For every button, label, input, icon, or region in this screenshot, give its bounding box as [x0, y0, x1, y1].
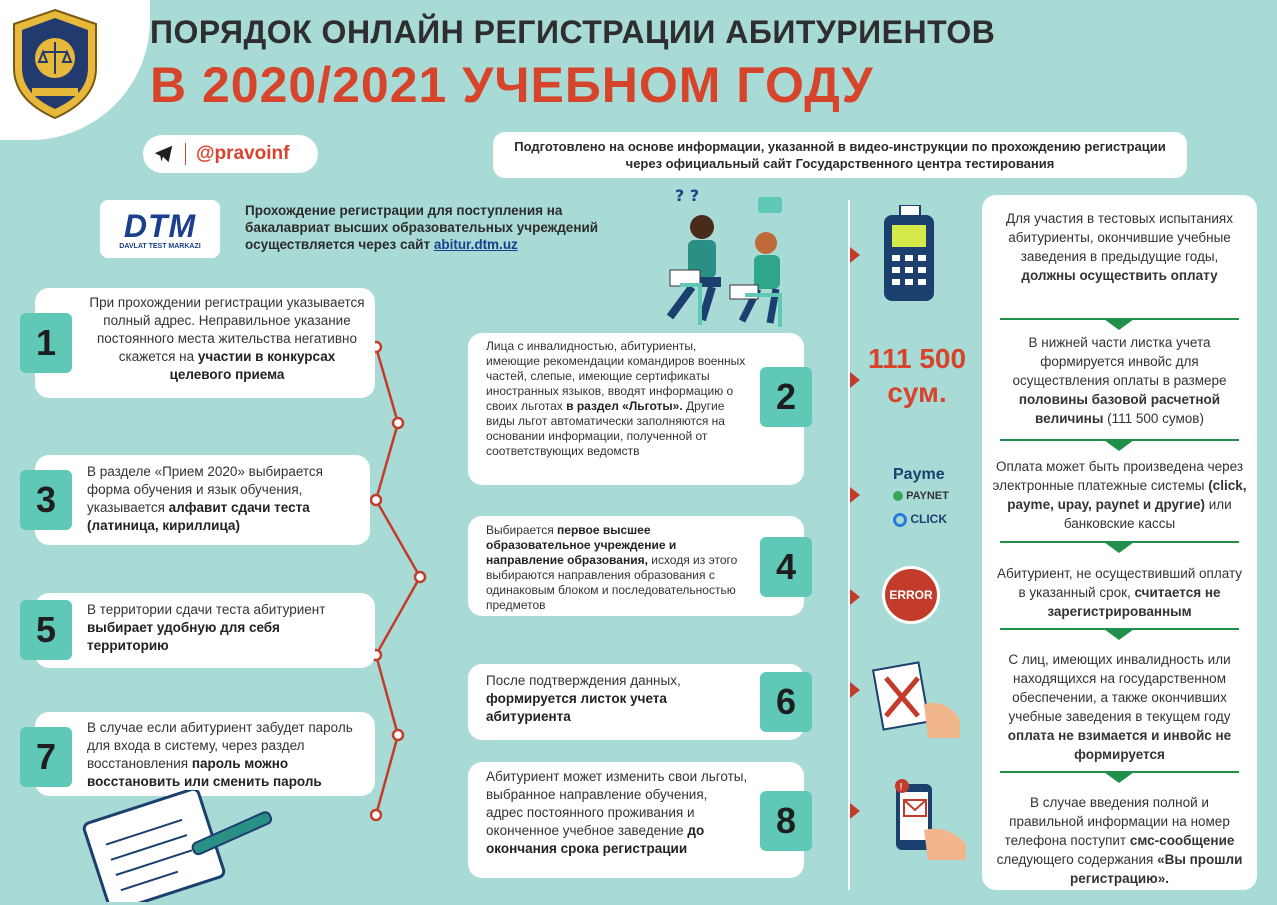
down-arrow-icon [1104, 629, 1134, 640]
step-card-3 [35, 455, 370, 545]
step-card-8 [468, 762, 804, 878]
payment-info-panel [982, 195, 1257, 890]
step-1-bold: участии в конкурсах целевого приема [169, 349, 336, 382]
step-7-bold: пароль можно восстановить или сменить пароль [87, 756, 322, 789]
step-4-bold: первое высшее образовательное учреждение и направление образования, [486, 523, 677, 567]
info-block-1 [992, 209, 1247, 285]
info-3-tail: или банковские кассы [1063, 497, 1232, 531]
info-5-bold: оплата не взимается и инвойс не формируется [1007, 728, 1232, 762]
info-6-tail: следующего содержания [996, 852, 1158, 867]
info-2-text: В нижней части листка учета формируется инвойс для осуществления оплаты в размере [1012, 335, 1227, 388]
step-number-2: 2 [760, 367, 812, 427]
svg-text:? ?: ? ? [675, 186, 700, 205]
source-note: Подготовлено на основе информации, указанной в видео-инструкции по прохождению регистрации через официальный сайт Государственного центра тестирования [493, 132, 1187, 178]
down-arrow-icon [1104, 772, 1134, 783]
step-number-6: 6 [760, 672, 812, 732]
info-5-text: С лиц, имеющих инвалидность или находящихся на государственном обеспечении, а также окончивших учебные заведения в текущем году [1008, 652, 1231, 724]
step-8-bold: до окончания срока регистрации [486, 823, 705, 856]
info-4-text: Абитуриент, не осуществивший оплату в указанный срок, [996, 566, 1243, 600]
step-card-5 [35, 593, 375, 668]
step-number-3: 3 [20, 470, 72, 530]
pointer-arrow-icon [850, 247, 860, 263]
step-5-bold: выбирает удобную для себя территорию [87, 620, 280, 653]
info-block-5 [992, 650, 1247, 764]
pointer-arrow-icon [850, 589, 860, 605]
info-1-bold: должны осуществить оплату [1021, 268, 1218, 283]
step-card-6 [468, 664, 804, 740]
step-number-5: 5 [20, 600, 72, 660]
dtm-site-link[interactable]: abitur.dtm.uz [433, 237, 518, 252]
step-number-7: 7 [20, 727, 72, 787]
pointer-arrow-icon [850, 682, 860, 698]
telegram-handle: @pravoinf [196, 143, 290, 164]
step-3-text: В разделе «Прием 2020» выбирается форма обучения и язык обучения, указывается [87, 464, 323, 515]
info-block-2 [992, 333, 1247, 428]
info-6-bold: смс-сообщение [1129, 833, 1235, 848]
step-7-text: В случае если абитуриент забудет пароль для входа в систему, через раздел восстановления [87, 720, 353, 771]
telegram-icon [153, 143, 175, 165]
info-3-text: Оплата может быть произведена через электронные платежные системы [992, 459, 1244, 493]
info-2-tail: (111 500 сумов) [1103, 411, 1204, 426]
dtm-intro-text: Прохождение регистрации для поступления на бакалавриат высших образовательных учреждений осуществляется через сайт [245, 203, 599, 252]
step-3-bold: алфавит сдачи теста (латиница, кириллица) [87, 500, 310, 533]
step-1-text: При прохождении регистрации указывается полный адрес. Неправильное указание постоянного места жительства негативно скажется на [89, 295, 365, 364]
down-arrow-icon [1104, 440, 1134, 451]
info-6-bold-2: «Вы прошли регистрацию». [1070, 852, 1243, 886]
click-circle-icon [893, 513, 907, 527]
step-2-text-tail: Другие виды льгот автоматически заполняются на основании информации, полученной от соответствующих ведомств [486, 399, 725, 458]
paynet-logo [893, 490, 949, 502]
column-divider [848, 200, 850, 890]
step-2-bold: в раздел «Льготы». [566, 399, 683, 413]
step-number-4: 4 [760, 537, 812, 597]
info-3-bold: (click, payme, upay, paynet и другие) [1007, 478, 1247, 512]
step-2-text: Лица с инвалидностью, абитуриенты, имеющие рекомендации командиров военных частей, слепые, имеющие сертификаты иностранных языков, вводят информацию о своих льготах [486, 339, 746, 413]
step-card-7 [35, 712, 375, 796]
pointer-arrow-icon [850, 487, 860, 503]
dtm-intro [245, 202, 625, 253]
paynet-dot-icon [893, 491, 903, 501]
price-currency: сум. [887, 377, 947, 408]
step-number-1: 1 [20, 313, 72, 373]
step-4-text: Выбирается [486, 523, 558, 537]
info-1-text: Для участия в тестовых испытаниях абитуриенты, окончившие учебные заведения в предыдущие годы, [1006, 211, 1233, 264]
click-logo [893, 512, 947, 527]
pointer-arrow-icon [850, 803, 860, 819]
info-block-4 [992, 564, 1247, 621]
pointer-arrow-icon [850, 372, 860, 388]
step-8-text: Абитуриент может изменить свои льготы, выбранное направление обучения, адрес постоянного проживания и оконченное учебное заведение [486, 769, 748, 838]
price-amount: 111 500 [867, 343, 967, 374]
info-block-3 [992, 457, 1247, 533]
dtm-logo [100, 200, 220, 258]
phone-message-icon [878, 770, 968, 860]
page-title-line1: ПОРЯДОК ОНЛАЙН РЕГИСТРАЦИИ АБИТУРИЕНТОВ [150, 14, 996, 50]
cancelled-invoice-icon [872, 660, 962, 740]
payme-logo: Payme [893, 466, 945, 483]
clipboard-pen-illustration [80, 790, 280, 902]
info-block-6 [992, 793, 1247, 888]
payment-terminal-icon [878, 205, 940, 305]
ministry-emblem-icon [10, 8, 100, 120]
students-illustration [630, 185, 810, 335]
down-arrow-icon [1104, 319, 1134, 330]
divider [185, 143, 186, 165]
down-arrow-icon [1104, 542, 1134, 553]
info-2-bold: половины базовой расчетной величины [1018, 392, 1221, 426]
step-5-text: В территории сдачи теста абитуриент [87, 602, 326, 617]
step-card-2 [468, 333, 804, 485]
info-4-bold: считается не зарегистрированным [1047, 585, 1221, 619]
error-badge [882, 566, 940, 624]
click-logo-text: CLICK [910, 512, 948, 526]
step-6-bold: формируется листок учета абитуриента [486, 691, 667, 724]
step-number-8: 8 [760, 791, 812, 851]
page-title-line2: В 2020/2021 УЧЕБНОМ ГОДУ [150, 57, 874, 113]
paynet-logo-text: PAYNET [906, 490, 949, 502]
step-card-1 [35, 288, 375, 398]
telegram-handle-badge[interactable] [143, 135, 318, 173]
info-6-text: В случае введения полной и правильной информации на номер телефона поступит [1004, 795, 1230, 848]
error-label: ERROR [889, 588, 933, 602]
svg-text:!: ! [899, 782, 904, 793]
step-6-text: После подтверждения данных, [486, 673, 681, 688]
dtm-logo-subtext: DAVLAT TEST MARKAZI [119, 242, 201, 250]
step-4-text-tail: исходя из этого выбираются направления образования с одинаковым блоком и последовательностью предметов [486, 553, 738, 612]
timeline-zigzag [370, 325, 480, 825]
step-card-4 [468, 516, 804, 616]
payment-amount [862, 342, 972, 410]
dtm-logo-text: DTM [123, 207, 197, 244]
